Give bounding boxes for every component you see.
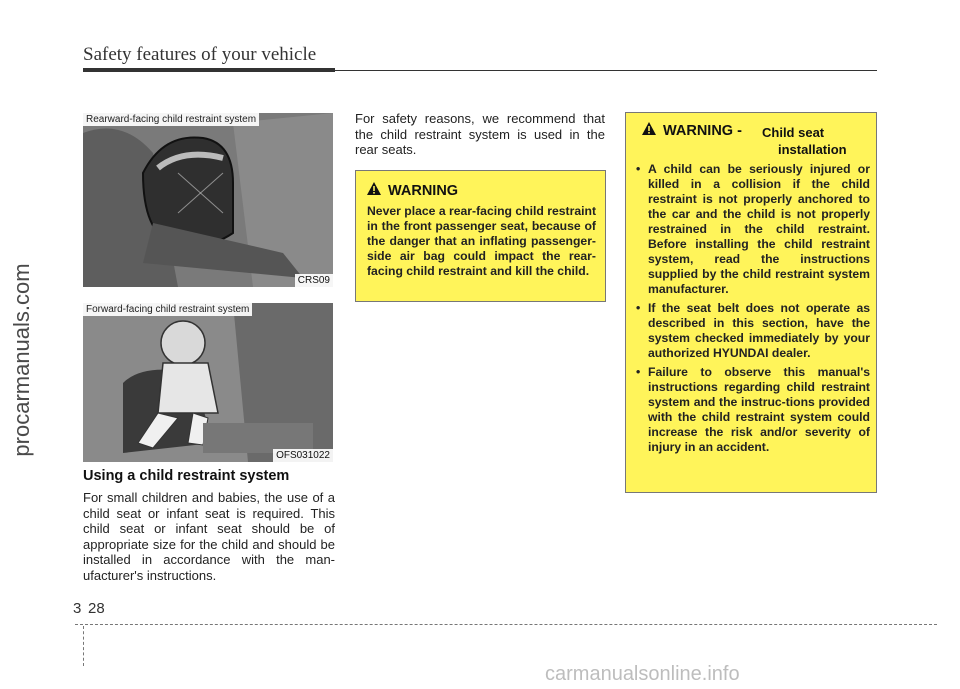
warning-title-text: WARNING - (663, 122, 742, 139)
footer-vertical-rule (83, 626, 84, 666)
warning-text: Never place a rear-facing child restraint in the front passenger seat, because of the danger that an inflating passenger-side air bag could impact the rear-facing child restraint and kill the child. (367, 204, 596, 278)
warning-list-item: • A child can be seriously injured or killed in a collision if the child restraint is not properly anchored to the car and the child is not properly restrained in the child restraint. Before installing the child restraint system, read the instructions supplied by the child restraint system manufacturer. (634, 162, 870, 297)
page-header-title: Safety features of your vehicle (83, 44, 317, 65)
warning-subtitle: installation (778, 142, 847, 157)
recommendation-text: For safety reasons, we recommend that the child restraint system is used in the rear seats. (355, 111, 605, 158)
section-heading: Using a child restraint system (83, 468, 290, 484)
warning-box-rear-facing (355, 170, 606, 302)
warning-title (641, 121, 742, 140)
figure-caption: Rearward-facing child restraint system (83, 113, 259, 126)
section-body: For small children and babies, the use of a child seat or infant seat is required. This child seat or infant seat should be of appropriate size for the child and should be installed in accordance with the man-ufacturer's instructions. (83, 490, 335, 583)
figure-code: CRS09 (295, 274, 333, 287)
figure-rearward-facing (83, 113, 333, 287)
warning-box-child-seat-installation (625, 112, 877, 493)
figure-forward-facing (83, 303, 333, 462)
warning-list-item: • Failure to observe this manual's instructions regarding child restraint system and the instruc-tions provided with the child restraint system could increase the risk and/or severity of injury in an accident. (634, 365, 870, 455)
warning-triangle-icon (641, 121, 657, 140)
page-chapter-number: 3 (73, 600, 82, 617)
warning-title (366, 181, 458, 200)
figure-code: OFS031022 (273, 449, 333, 462)
warning-list-item: • If the seat belt does not operate as described in this section, have the system checked immediately by your authorized HYUNDAI dealer. (634, 301, 870, 361)
warning-title-text: WARNING (388, 182, 459, 199)
rearward-seat-illustration (83, 113, 333, 287)
side-watermark: procarmanuals.com (9, 263, 34, 457)
warning-triangle-icon (366, 181, 382, 200)
page-number: 28 (88, 600, 105, 617)
header-rule-thick (83, 68, 335, 72)
warning-list (634, 162, 870, 459)
header-rule-thin (335, 70, 877, 71)
forward-seat-illustration (83, 303, 333, 462)
bottom-watermark: carmanualsonline.info (545, 663, 740, 685)
figure-caption: Forward-facing child restraint system (83, 303, 252, 316)
warning-subtitle: Child seat (762, 125, 825, 140)
footer-rule (75, 624, 937, 625)
